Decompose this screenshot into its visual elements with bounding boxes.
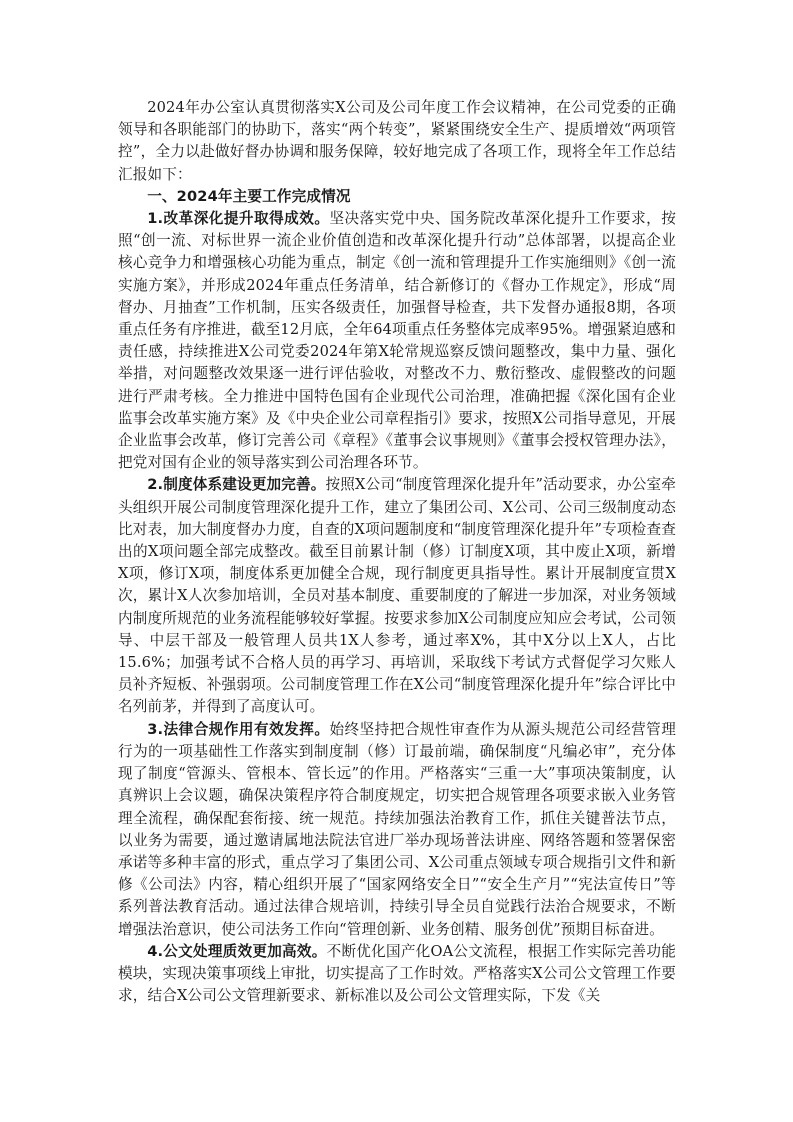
document-page <box>118 97 676 1007</box>
paragraph-item-4 <box>118 941 676 1008</box>
item-body: 按照X公司“制度管理深化提升年”活动要求，办公室牵头组织开展公司制度管理深化提升工作，建立了集团公司、X公司、公司三级制度动态比对表，加大制度督办力度，自查的X项问题制度和“制度管理深化提升年”专项检查查出的X项问题全部完成整改。截至目前累计制（修）订制度X项，其中废止X项，新增X项，修订X项，制度体系更加健全合规，现行制度更具指导性。累计开展制度宣贯X次，累计X人次参加培训，全员对基本制度、重要制度的了解进一步加深，对业务领域内制度所规范的业务流程能够较好掌握。按要求参加X公司制度应知应会考试，公司领导、中层干部及一般管理人员共1X人参考，通过率X%，其中X分以上X人，占比15.6%；加强考试不合格人员的再学习、再培训，采取线下考试方式督促学习欠账人员补齐短板、补强弱项。公司制度管理工作在X公司“制度管理深化提升年”综合评比中名列前茅，并得到了高度认可。 <box>118 476 676 716</box>
paragraph-item-1 <box>118 208 676 474</box>
item-body: 坚决落实党中央、国务院改革深化提升工作要求，按照“创一流、对标世界一流企业价值创造和改革深化提升行动”总体部署，以提高企业核心竞争力和增强核心功能为重点，制定《创一流和管理提升工作实施细则》《创一流实施方案》，并形成2024年重点任务清单，结合新修订的《督办工作规定》，形成“周督办、月抽查”工作机制，压实各级责任，加强督导检查，共下发督办通报8期，各项重点任务有序推进，截至12月底，全年64项重点任务整体完成率95%。增强紧迫感和责任感，持续推进X公司党委2024年第X轮常规巡察反馈问题整改，集中力量、强化举措，对问题整改效果逐一进行评估验收，对整改不力、敷衍整改、虚假整改的问题进行严肃考核。全力推进中国特色国有企业现代公司治理，准确把握《深化国有企业监事会改革实施方案》及《中央企业公司章程指引》要求，按照X公司指导意见，开展企业监事会改革，修订完善公司《章程》《董事会议事规则》《董事会授权管理办法》，把党对国有企业的领导落实到公司治理各环节。 <box>118 210 676 472</box>
section-heading: 一、2024年主要工作完成情况 <box>147 187 351 205</box>
paragraph-item-2 <box>118 474 676 718</box>
item-lead: 2.制度体系建设更加完善。 <box>147 476 326 494</box>
intro-paragraph: 2024年办公室认真贯彻落实X公司及公司年度工作会议精神，在公司党委的正确领导和各职能部门的协助下，落实“两个转变”，紧紧围绕安全生产、提质增效“两项管控”，全力以赴做好督办协调和服务保障，较好地完成了各项工作，现将全年工作总结汇报如下： <box>118 99 676 183</box>
item-body: 始终坚持把合规性审查作为从源头规范公司经营管理行为的一项基础性工作落实到制度制（修）订最前端，确保制度“凡编必审”，充分体现了制度“管源头、管根本、管长远”的作用。严格落实“三重一大”事项决策制度，认真辨识上会议题，确保决策程序符合制度规定，切实把合规管理各项要求嵌入业务管理全流程，确保配套衔接、统一规范。持续加强法治教育工作，抓住关键普法节点，以业务为需要，通过邀请属地法院法官进厂举办现场普法讲座、网络答题和签署保密承诺等多种丰富的形式，重点学习了集团公司、X公司重点领域专项合规指引文件和新修《公司法》内容，精心组织开展了“国家网络安全日”“安全生产月”“宪法宣传日”等系列普法教育活动。通过法律合规培训，持续引导全员自觉践行法治合规要求，不断增强法治意识，使公司法务工作向“管理创新、业务创精、服务创优”预期目标奋进。 <box>118 720 676 938</box>
item-body: 不断优化国产化OA公文流程，根据工作实际完善功能模块，实现决策事项线上审批，切实提高了工作时效。严格落实X公司公文管理工作要求，结合X公司公文管理新要求、新标准以及公司公文管理实际，下发《关 <box>118 942 676 1005</box>
item-lead: 1.改革深化提升取得成效。 <box>147 210 330 228</box>
paragraph-item-3 <box>118 719 676 941</box>
item-lead: 3.法律合规作用有效发挥。 <box>147 720 330 738</box>
item-lead: 4.公文处理质效更加高效。 <box>147 942 327 960</box>
